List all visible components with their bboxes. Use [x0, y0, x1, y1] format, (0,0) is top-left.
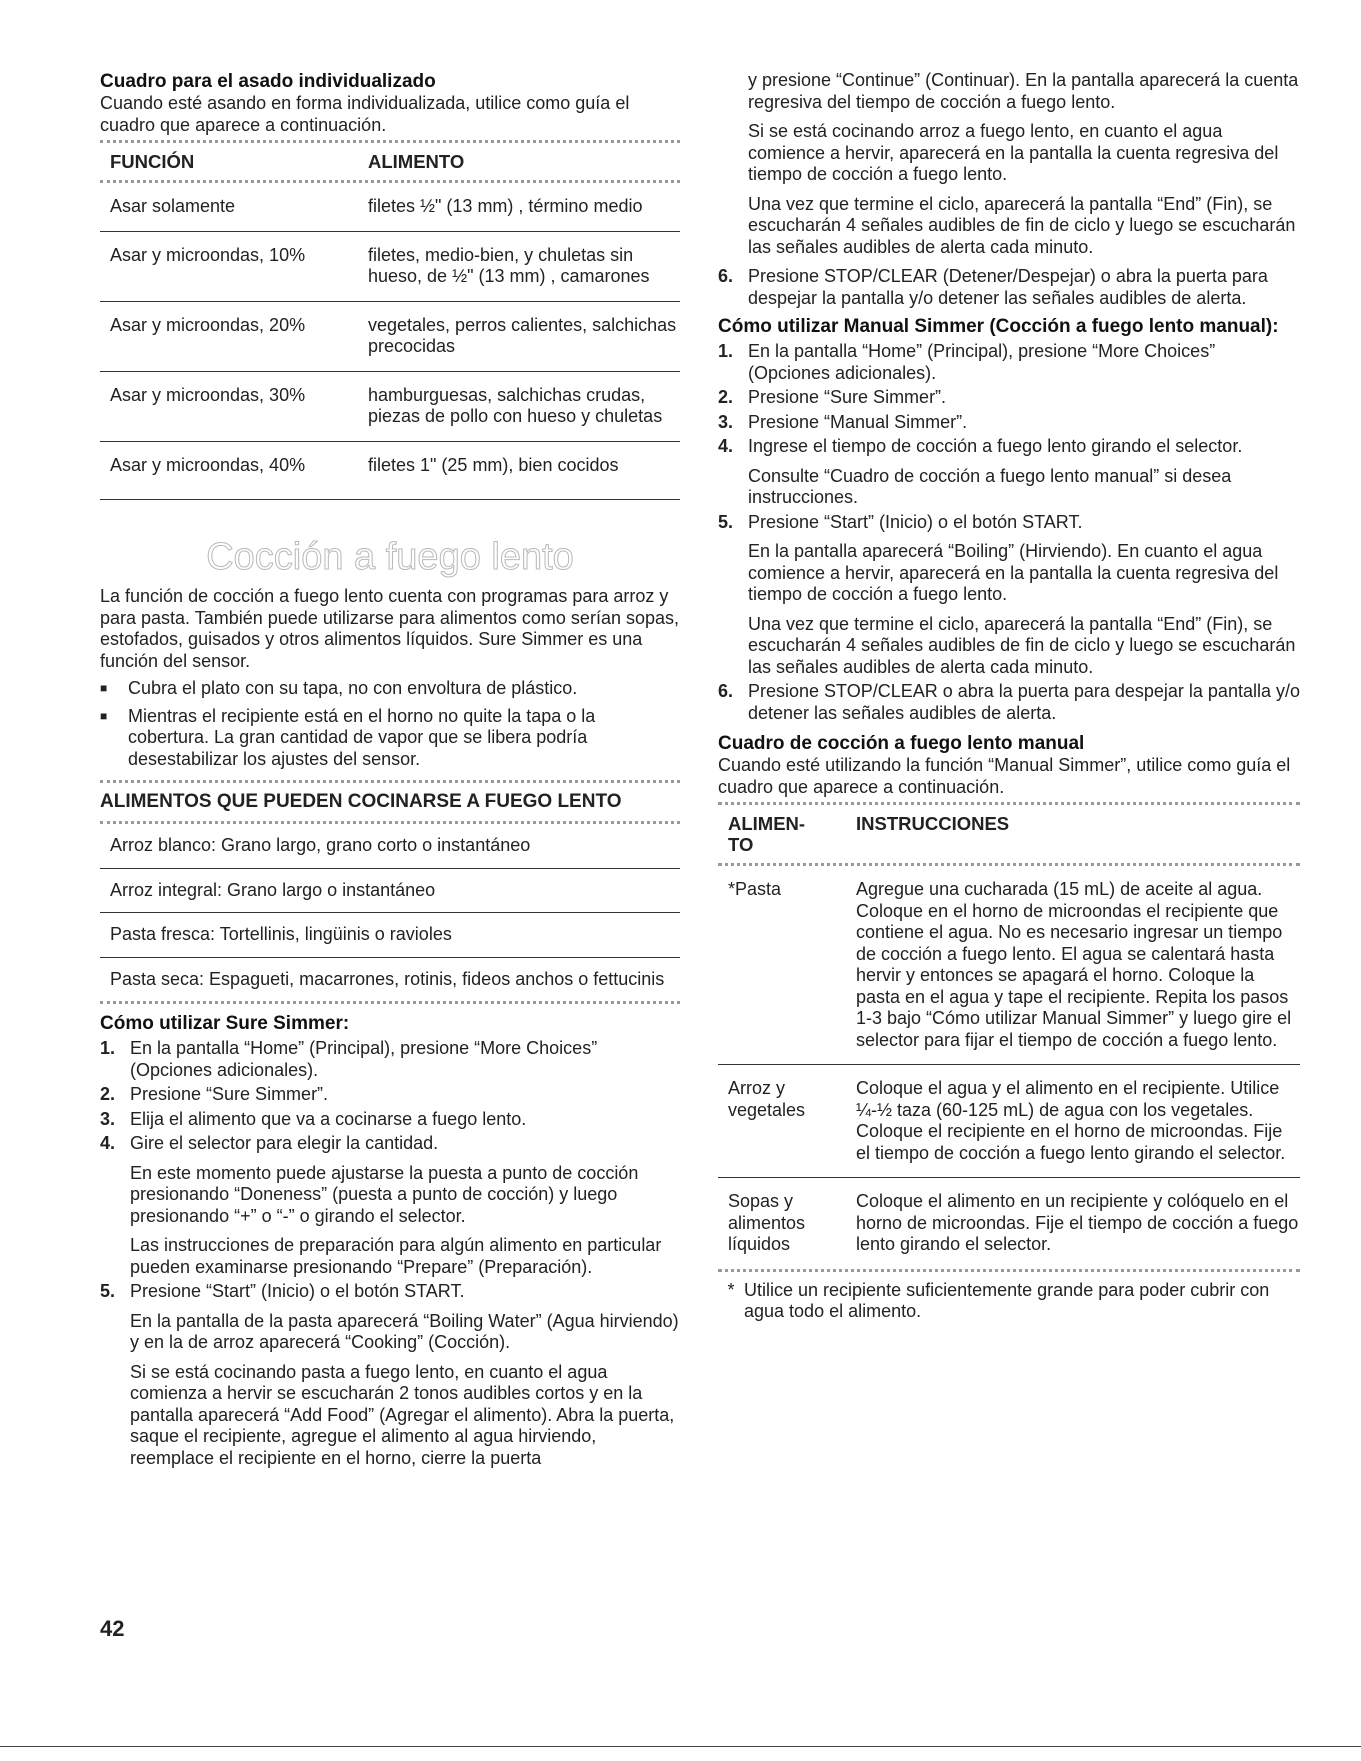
table-cell: filetes, medio-bien, y chuletas sin hueso, de ½" (13 mm) , camarones: [368, 244, 650, 286]
table-row: Pasta fresca: Tortellinis, lingüinis o ravioles: [100, 912, 680, 957]
table-row: Pasta seca: Espagueti, macarrones, rotinis, fideos anchos o fettucinis: [100, 957, 680, 1002]
table-cell: Asar solamente: [110, 196, 236, 216]
step-text: En la pantalla “Home” (Principal), presione “More Choices” (Opciones adicionales).: [130, 1038, 598, 1080]
section-intro: La función de cocción a fuego lento cuenta con programas para arroz y para pasta. También puede utilizarse para alimentos como serían sopas, estofados, guisados y otros alimentos líquidos. Sure Simmer es una función del sensor.: [100, 586, 679, 671]
list-item: [718, 266, 1300, 309]
table-cell: Agregue una cucharada (15 mL) de aceite al agua. Coloque en el horno de microondas el recipiente que contiene el agua. No es necesario ingresar un tiempo de cocción a fuego lento. El agua se calentará hasta hervir y entonces se apagará el horno. Coloque la pasta en el agua y tape el recipiente. Repita los pasos 1-3 bajo “Cómo utilizar Manual Simmer” y luego gire el selector para fijar el tiempo de cocción a fuego lento.: [856, 879, 1292, 1050]
column-header-instructions: INSTRUCCIONES: [856, 813, 1010, 834]
step-detail: En la pantalla de la pasta aparecerá “Boiling Water” (Agua hirviendo) y en la de arroz aparecerá “Cooking” (Cocción).: [130, 1310, 679, 1352]
step-number: 2.: [718, 387, 734, 407]
bullet-square-icon: ■: [100, 708, 108, 723]
step-text: Ingrese el tiempo de cocción a fuego lento girando el selector.: [748, 436, 1243, 456]
step-number: 1.: [718, 341, 734, 361]
step-number: 3.: [100, 1108, 116, 1129]
step-text: Gire el selector para elegir la cantidad.: [130, 1133, 439, 1153]
sure-simmer-title: Cómo utilizar Sure Simmer:: [100, 1013, 350, 1034]
table-row: [100, 441, 680, 490]
list-item: [718, 387, 1300, 409]
step-text: Presione STOP/CLEAR (Detener/Despejar) o abra la puerta para despejar la pantalla y/o detener las señales audibles de alerta.: [748, 266, 1268, 308]
table-cell: Arroz y vegetales: [728, 1078, 806, 1120]
step-text: Presione “Sure Simmer”.: [748, 387, 947, 407]
step-number: 4.: [100, 1133, 116, 1153]
table-cell: Asar y microondas, 30%: [110, 384, 306, 405]
step-number: 5.: [718, 511, 734, 532]
list-item: [100, 706, 680, 771]
grill-chart-intro: Cuando esté asando en forma individualizada, utilice como guía el cuadro que aparece a continuación.: [100, 93, 630, 135]
left-column: [100, 70, 680, 1469]
step-text: Presione “Sure Simmer”.: [130, 1084, 329, 1104]
step-detail: En la pantalla aparecerá “Boiling” (Hirviendo). En cuanto el agua comience a hervir, aparecerá en la pantalla la cuenta regresiva del tiempo de cocción a fuego lento.: [748, 541, 1279, 604]
step-text: Presione “Manual Simmer”.: [748, 411, 968, 432]
step-detail: En este momento puede ajustarse la puesta a punto de cocción presionando “Doneness” (puesta a punto de cocción) y luego presionando “+” o “-” o girando el selector.: [130, 1162, 639, 1226]
manual-simmer-title: Cómo utilizar Manual Simmer (Cocción a fuego lento manual):: [718, 316, 1279, 337]
step-detail: Una vez que termine el ciclo, aparecerá la pantalla “End” (Fin), se escucharán 4 señales audibles de fin de ciclo y luego se escucharán las señales audibles de alerta cada minuto.: [748, 613, 1296, 677]
table-cell: filetes 1" (25 mm), bien cocidos: [368, 454, 619, 475]
table-cell: Sopas y alimentos líquidos: [728, 1191, 806, 1254]
step-detail: y presione “Continue” (Continuar). En la pantalla aparecerá la cuenta regresiva del tiempo de cocción a fuego lento.: [748, 70, 1299, 112]
list-item: [718, 436, 1300, 458]
step-detail: Si se está cocinando pasta a fuego lento, en cuanto el agua comienza a hervir se escucharán 2 tonos audibles cortos y en la pantalla aparecerá “Add Food” (Agregar el alimento). Abra la puerta, saque el recipiente, agregue el alimento al agua hirviendo, reemplace el recipiente en el horno, cierre la puerta: [130, 1361, 675, 1468]
table-row: [718, 1177, 1300, 1269]
divider: [100, 499, 680, 500]
grill-table-header: [100, 143, 680, 180]
step-number: 5.: [100, 1281, 116, 1301]
table-row: [718, 1064, 1300, 1177]
step-detail: Si se está cocinando arroz a fuego lento, en cuanto el agua comience a hervir, aparecerá en la pantalla la cuenta regresiva del tiempo de cocción a fuego lento.: [748, 121, 1279, 184]
footnote-mark: *: [727, 1279, 735, 1300]
manual-chart-title: Cuadro de cocción a fuego lento manual: [718, 733, 1085, 754]
list-item: [100, 1281, 680, 1303]
table-row: [100, 183, 680, 231]
page-number: 42: [100, 1616, 125, 1641]
list-item: [718, 412, 1300, 434]
step-text: Presione STOP/CLEAR o abra la puerta para despejar la pantalla y/o detener las señales audibles de alerta.: [748, 681, 1300, 723]
list-item: [100, 1109, 680, 1131]
step-text: Presione “Start” (Inicio) o el botón START.: [748, 511, 1083, 532]
step-detail: Consulte “Cuadro de cocción a fuego lento manual” si desea instrucciones.: [748, 465, 1232, 507]
table-row: [100, 371, 680, 441]
step-text: Elija el alimento que va a cocinarse a fuego lento.: [130, 1108, 527, 1129]
table-cell: Asar y microondas, 40%: [110, 454, 306, 475]
table-cell: Asar y microondas, 20%: [110, 314, 306, 335]
list-item: [718, 512, 1300, 534]
step-detail: Una vez que termine el ciclo, aparecerá la pantalla “End” (Fin), se escucharán 4 señales audibles de fin de ciclo y luego se escucharán las señales audibles de alerta cada minuto.: [748, 193, 1296, 257]
bullet-text: Cubra el plato con su tapa, no con envoltura de plástico.: [128, 678, 578, 698]
table-cell: filetes ½" (13 mm) , término medio: [368, 196, 643, 216]
right-column: [718, 70, 1300, 1323]
table-cell: *Pasta: [728, 879, 782, 899]
manual-chart-intro: Cuando esté utilizando la función “Manual Simmer”, utilice como guía el cuadro que aparece a continuación.: [718, 755, 1291, 797]
step-detail: Las instrucciones de preparación para algún alimento en particular pueden examinarse presionando “Prepare” (Preparación).: [130, 1235, 662, 1277]
table-row: Arroz blanco: Grano largo, grano corto o instantáneo: [110, 835, 531, 855]
step-text: Presione “Start” (Inicio) o el botón START.: [130, 1281, 465, 1301]
divider: [0, 1746, 1361, 1747]
step-number: 4.: [718, 436, 734, 456]
column-header-food: ALIMEN- TO: [728, 813, 806, 855]
table-row: [100, 301, 680, 371]
list-item: [718, 681, 1300, 724]
step-number: 6.: [718, 681, 734, 701]
step-number: 1.: [100, 1038, 116, 1058]
list-item: [100, 1038, 680, 1081]
step-number: 2.: [100, 1084, 116, 1104]
table-cell: Asar y microondas, 10%: [110, 244, 306, 265]
footnote-text: Utilice un recipiente suficientemente grande para poder cubrir con agua todo el alimento.: [744, 1279, 1270, 1321]
column-header-food: ALIMENTO: [368, 151, 465, 172]
list-item: [100, 1133, 680, 1155]
table-cell: hamburguesas, salchichas crudas, piezas de pollo con hueso y chuletas: [368, 384, 663, 426]
table-cell: Coloque el agua y el alimento en el recipiente. Utilice ¼-½ taza (60-125 mL) de agua con los vegetales. Coloque el recipiente en el horno de microondas. Fije el tiempo de cocción a fuego lento girando el selector.: [856, 1078, 1286, 1163]
footnote: [718, 1280, 1300, 1323]
step-number: 6.: [718, 266, 734, 286]
step-number: 3.: [718, 411, 734, 432]
table-cell: Coloque el alimento en un recipiente y colóquelo en el horno de microondas. Fije el tiempo de cocción a fuego lento girando el selector.: [856, 1191, 1299, 1254]
bullet-square-icon: ■: [100, 681, 108, 695]
grill-chart-title: Cuadro para el asado individualizado: [100, 71, 436, 92]
section-title: Cocción a fuego lento: [206, 536, 574, 578]
column-header-function: FUNCIÓN: [110, 151, 195, 172]
list-item: [718, 341, 1300, 384]
bullet-text: Mientras el recipiente está en el horno no quite la tapa o la cobertura. La gran cantidad de vapor que se libera podría desestabilizar los ajustes del sensor.: [128, 705, 596, 769]
table-row: [718, 866, 1300, 1064]
manual-table-header: [718, 805, 1300, 863]
table-cell: vegetales, perros calientes, salchichas precocidas: [368, 314, 677, 356]
list-item: [100, 678, 680, 700]
step-text: En la pantalla “Home” (Principal), presione “More Choices” (Opciones adicionales).: [748, 341, 1216, 383]
foods-table-header: ALIMENTOS QUE PUEDEN COCINARSE A FUEGO LENTO: [100, 791, 622, 812]
table-row: [100, 231, 680, 301]
list-item: [100, 1084, 680, 1106]
divider: [100, 1001, 680, 1004]
table-row: Arroz integral: Grano largo o instantáneo: [100, 868, 680, 913]
divider: [718, 1269, 1300, 1272]
